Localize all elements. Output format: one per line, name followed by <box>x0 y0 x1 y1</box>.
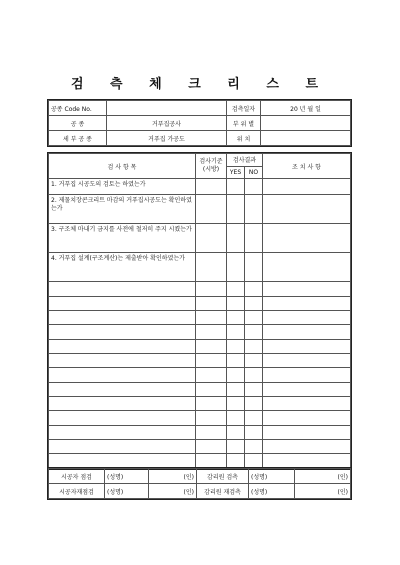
supervisor-name-field[interactable]: (성명) <box>249 469 295 484</box>
table-row <box>49 368 351 382</box>
action-cell[interactable] <box>263 179 351 195</box>
table-row <box>49 454 351 468</box>
yes-cell[interactable] <box>227 224 245 253</box>
contractor-check-label: 시공자 점검 <box>49 469 105 484</box>
supervisor-check-label: 감리원 검측 <box>197 469 249 484</box>
table-row <box>49 325 351 339</box>
location-value[interactable] <box>261 116 351 131</box>
contractor-recheck-label: 시공자재점검 <box>49 484 105 499</box>
subkind-value[interactable]: 거푸집 가공도 <box>107 131 227 146</box>
check-item-3: 3. 구조체 마내기 금지를 사전에 철저히 주지 시켰는가 <box>49 224 196 253</box>
supervisor-seal: (인) <box>295 469 351 484</box>
contractor-seal: (인) <box>149 469 197 484</box>
checklist-table <box>48 153 351 469</box>
page-title: 검 측 체 크 리 스 트 <box>70 77 330 92</box>
yes-cell[interactable] <box>227 253 245 282</box>
check-item-4: 4. 거푸집 설계(구조계산)는 제출받아 확인하였는가 <box>49 253 196 282</box>
table-row <box>49 282 351 296</box>
criteria-cell[interactable] <box>196 253 227 282</box>
check-item-2: 2. 제물치장콘크리트 마감의 거푸집시공도는 확인하였는가 <box>49 195 196 224</box>
table-row <box>49 411 351 425</box>
col-action-header: 조 치 사 항 <box>263 154 351 179</box>
table-row <box>49 425 351 439</box>
action-cell[interactable] <box>263 224 351 253</box>
col-result-header: 검사결과 <box>227 154 263 167</box>
no-cell[interactable] <box>245 224 263 253</box>
header-table <box>48 100 351 146</box>
criteria-cell[interactable] <box>196 224 227 253</box>
col-item-header: 검 사 항 목 <box>49 154 196 179</box>
kind-value[interactable]: 거푸집공사 <box>107 116 227 131</box>
date-label: 검측일자 <box>227 101 261 116</box>
date-value[interactable]: 20 년 월 일 <box>261 101 351 116</box>
kind-label: 공 종 <box>49 116 107 131</box>
position-label: 위 치 <box>227 131 261 146</box>
signature-table <box>48 468 351 499</box>
criteria-cell[interactable] <box>196 195 227 224</box>
check-item-1: 1. 거푸집 시공도의 검토는 하였는가 <box>49 179 196 195</box>
supervisor-recheck-label: 감리원 재검측 <box>197 484 249 499</box>
code-label: 공종 Code No. <box>49 101 107 116</box>
table-row <box>49 440 351 454</box>
contractor-recheck-name-field[interactable]: (성명) <box>105 484 149 499</box>
table-row <box>49 311 351 325</box>
yes-cell[interactable] <box>227 195 245 224</box>
no-cell[interactable] <box>245 179 263 195</box>
action-cell[interactable] <box>263 253 351 282</box>
table-row <box>49 296 351 310</box>
supervisor-recheck-seal: (인) <box>295 484 351 499</box>
col-no-header: NO <box>245 166 263 179</box>
action-cell[interactable] <box>263 195 351 224</box>
position-value[interactable] <box>261 131 351 146</box>
subkind-label: 세 부 공 종 <box>49 131 107 146</box>
criteria-cell[interactable] <box>196 179 227 195</box>
code-value[interactable] <box>107 101 227 116</box>
col-yes-header: YES <box>227 166 245 179</box>
contractor-recheck-seal: (인) <box>149 484 197 499</box>
no-cell[interactable] <box>245 195 263 224</box>
table-row <box>49 382 351 396</box>
supervisor-recheck-name-field[interactable]: (성명) <box>249 484 295 499</box>
no-cell[interactable] <box>245 253 263 282</box>
table-row <box>49 339 351 353</box>
col-criteria-header: 검사기준 (시방) <box>196 154 227 179</box>
table-row <box>49 354 351 368</box>
table-row <box>49 397 351 411</box>
yes-cell[interactable] <box>227 179 245 195</box>
contractor-name-field[interactable]: (성명) <box>105 469 149 484</box>
location-label: 부 위 별 <box>227 116 261 131</box>
